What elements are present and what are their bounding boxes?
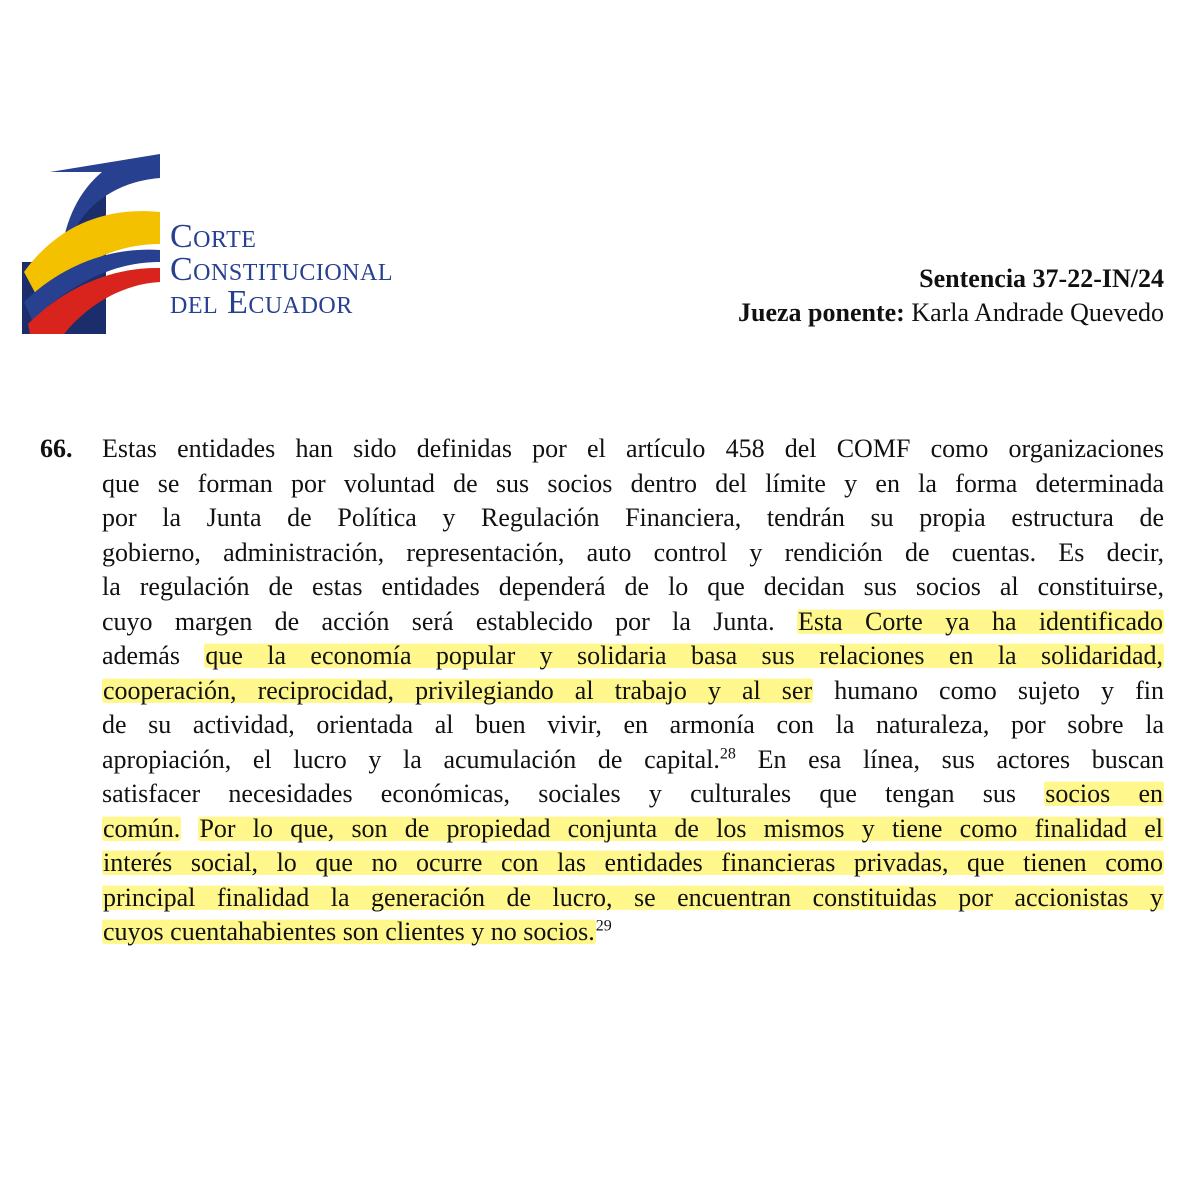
text-segment: satisfacer necesidades económicas, sociales y culturales que tengan sus [102,779,1016,808]
text-line: por la Junta de Política y Regulación Financiera, tendrán su propia estructura de [102,503,1164,532]
highlighted-text: interés social, lo que no ocurre con las entidades financieras privadas, que tienen como [103,848,1163,877]
highlighted-text: cooperación, reciprocidad, privilegiando al trabajo y al ser [103,675,813,705]
text-line [102,674,1164,709]
highlighted-text: Esta Corte ya ha identificado [797,606,1164,636]
footnote-ref-29[interactable]: 29 [595,917,612,935]
text-line [102,881,1164,916]
highlighted-text: socios en [1045,779,1164,808]
court-name [170,220,393,319]
text-line [102,605,1164,640]
highlighted-text: principal finalidad la generación de lucro, se encuentran constituidas por accionistas y [103,882,1163,912]
text-line [102,743,1164,778]
court-logo [20,152,480,337]
text-line: de su actividad, orientada al buen vivir, en armonía con la naturaleza, por sobre la [102,710,1164,739]
text-line [102,777,1164,812]
text-segment: En esa línea, sus actores buscan [757,744,1164,774]
text-line: la regulación de estas entidades dependerá de lo que decidan sus socios al constituirse, [102,572,1164,601]
text-line: gobierno, administración, representación, auto control y rendición de cuentas. Es decir, [102,537,1164,567]
paragraph-number: 66. [40,434,73,463]
text-line: que se forman por voluntad de sus socios dentro del límite y en la forma determinada [102,468,1164,498]
document-header [738,262,1164,330]
text-segment: cuyo margen de acción será establecido por la Junta. [102,606,775,636]
highlighted-text: Por lo que, son de propiedad conjunta de los mismos y tiene como finalidad el [199,813,1163,843]
text-segment: humano como sujeto y fin [834,675,1164,705]
highlighted-text: común. [103,813,181,843]
text-line [102,812,1164,847]
judge-label: Jueza ponente: [737,298,905,327]
text-line [102,846,1164,881]
text-line [102,639,1164,674]
text-segment: apropiación, el lucro y la acumulación de capital. [102,744,720,774]
court-name-line-3: del Ecuador [170,284,353,321]
text-line [102,915,1164,950]
highlighted-text: cuyos cuentahabientes son clientes y no socios. [103,917,595,946]
text-segment: además [102,641,180,670]
text-line: Estas entidades han sido definidas por el artículo 458 del COMF como organizaciones [102,434,1164,463]
court-name-line-1: Corte [170,218,257,255]
highlighted-text: que la economía popular y solidaria basa sus relaciones en la solidaridad, [205,641,1163,670]
court-emblem-icon [20,152,162,337]
footnote-ref-28[interactable]: 28 [719,744,736,762]
case-number: Sentencia 37-22-IN/24 [919,264,1164,293]
court-name-line-2: Constitucional [170,251,393,288]
judge-name: Karla Andrade Quevedo [911,298,1164,327]
paragraph-body [102,432,1164,950]
